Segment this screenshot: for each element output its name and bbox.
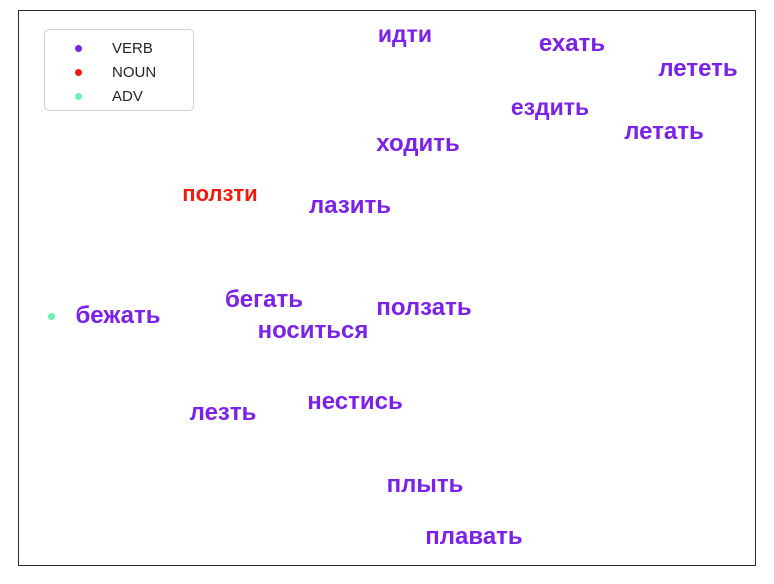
plot-frame <box>18 10 756 566</box>
word-label: летать <box>624 118 704 145</box>
word-label: плавать <box>425 523 523 550</box>
legend-marker-dot-icon <box>75 93 82 100</box>
word-label: носиться <box>257 317 369 344</box>
legend-item-adv[interactable] <box>45 84 193 108</box>
word-label: лезть <box>189 399 257 426</box>
word-label: бежать <box>75 302 161 329</box>
word-label: лазить <box>308 192 392 219</box>
word-label: ездить <box>510 93 590 120</box>
word-label: лететь <box>658 55 738 82</box>
legend-item-label: ADV <box>112 87 143 105</box>
legend-item-noun[interactable] <box>45 60 193 84</box>
word-label: ползти <box>182 181 258 206</box>
data-point-dot-icon <box>48 313 55 320</box>
legend <box>44 29 194 111</box>
word-label: плыть <box>386 471 464 498</box>
legend-item-verb[interactable] <box>45 36 193 60</box>
legend-marker-dot-icon <box>75 45 82 52</box>
word-label: нестись <box>307 388 403 415</box>
word-label: ехать <box>538 30 606 57</box>
word-label: ползать <box>376 294 472 321</box>
word-label: идти <box>377 20 433 47</box>
word-label: бегать <box>224 286 304 313</box>
legend-item-label: VERB <box>112 39 153 57</box>
word-label: ходить <box>376 130 460 157</box>
legend-item-label: NOUN <box>112 63 157 81</box>
legend-marker-dot-icon <box>75 69 82 76</box>
